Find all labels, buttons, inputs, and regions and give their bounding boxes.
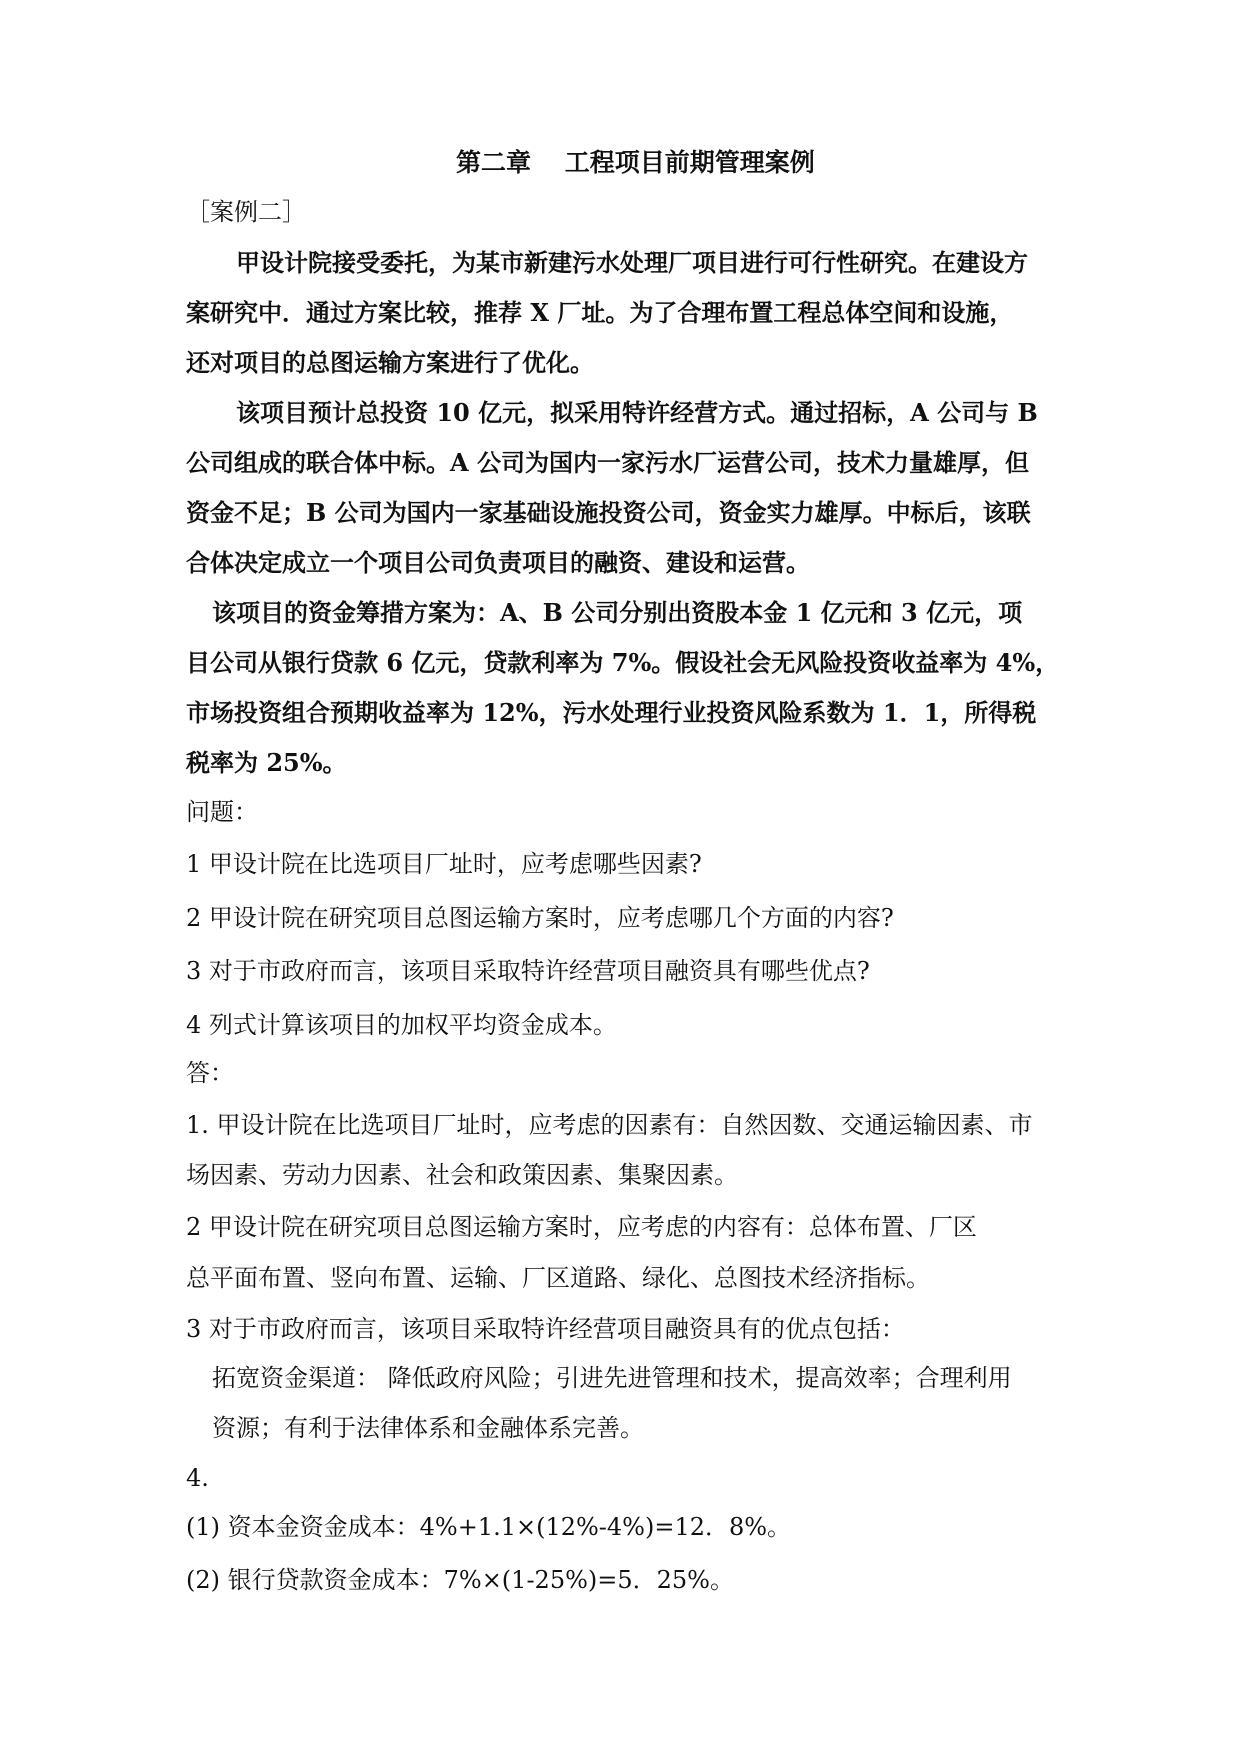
answer-2-line-2: 总平面布置、竖向布置、运输、厂区道路、绿化、总图技术经济指标。 bbox=[186, 1264, 930, 1292]
question-2: 2 甲设计院在研究项目总图运输方案时，应考虑哪几个方面的内容? bbox=[186, 904, 894, 932]
paragraph-1-line-2: 案研究中．通过方案比较，推荐 X 厂址。为了合理布置工程总体空间和设施， bbox=[186, 298, 1014, 327]
question-3: 3 对于市政府而言，该项目采取特许经营项目融资具有哪些优点? bbox=[186, 957, 870, 985]
paragraph-2-line-3: 资金不足；B 公司为国内一家基础设施投资公司，资金实力雄厚。中标后，该联 bbox=[186, 498, 1031, 527]
paragraph-2-line-1: 该项目预计总投资 10 亿元，拟采用特许经营方式。通过招标，A 公司与 B bbox=[236, 398, 1038, 427]
answer-1-line-2: 场因素、劳动力因素、社会和政策因素、集聚因素。 bbox=[186, 1161, 738, 1189]
answers-label: 答： bbox=[186, 1059, 234, 1087]
answer-1-line-1: 1. 甲设计院在比选项目厂址时，应考虑的因素有：自然因数、交通运输因素、市 bbox=[186, 1111, 1033, 1139]
questions-label: 问题： bbox=[186, 798, 258, 826]
answer-2-line-1: 2 甲设计院在研究项目总图运输方案时，应考虑的内容有：总体布置、厂区 bbox=[186, 1213, 977, 1241]
question-1: 1 甲设计院在比选项目厂址时，应考虑哪些因素? bbox=[186, 850, 702, 878]
answer-3-line-1: 3 对于市政府而言，该项目采取特许经营项目融资具有的优点包括： bbox=[186, 1315, 905, 1343]
paragraph-1-line-3: 还对项目的总图运输方案进行了优化。 bbox=[186, 348, 594, 377]
answer-3-line-3: 资源；有利于法律体系和金融体系完善。 bbox=[212, 1414, 644, 1442]
paragraph-3-line-1: 该项目的资金筹措方案为：A、B 公司分别出资股本金 1 亿元和 3 亿元，项 bbox=[212, 598, 1023, 627]
paragraph-3-line-3: 市场投资组合预期收益率为 12%，污水处理行业投资风险系数为 1．1，所得税 bbox=[186, 698, 1037, 727]
page-title: 第二章 工程项目前期管理案例 bbox=[456, 148, 815, 177]
paragraph-2-line-4: 合体决定成立一个项目公司负责项目的融资、建设和运营。 bbox=[186, 548, 810, 577]
case-label: ［案例二］ bbox=[186, 198, 306, 226]
paragraph-1-line-1: 甲设计院接受委托，为某市新建污水处理厂项目进行可行性研究。在建设方 bbox=[236, 248, 1028, 277]
answer-4-label: 4. bbox=[186, 1464, 209, 1492]
answer-4-line-2: (2) 银行贷款资金成本：7%×(1-25%)=5．25%。 bbox=[186, 1566, 734, 1594]
answer-3-line-2: 拓宽资金渠道： 降低政府风险；引进先进管理和技术，提高效率；合理利用 bbox=[212, 1364, 1012, 1392]
paragraph-3-line-2: 目公司从银行贷款 6 亿元，贷款利率为 7%。假设社会无风险投资收益率为 4%， bbox=[186, 648, 1060, 677]
question-4: 4 列式计算该项目的加权平均资金成本。 bbox=[186, 1011, 617, 1039]
answer-4-line-1: (1) 资本金资金成本：4%+1.1×(12%-4%)=12．8%。 bbox=[186, 1513, 792, 1541]
paragraph-2-line-2: 公司组成的联合体中标。A 公司为国内一家污水厂运营公司，技术力量雄厚，但 bbox=[186, 448, 1029, 477]
paragraph-3-line-4: 税率为 25%。 bbox=[186, 748, 347, 777]
